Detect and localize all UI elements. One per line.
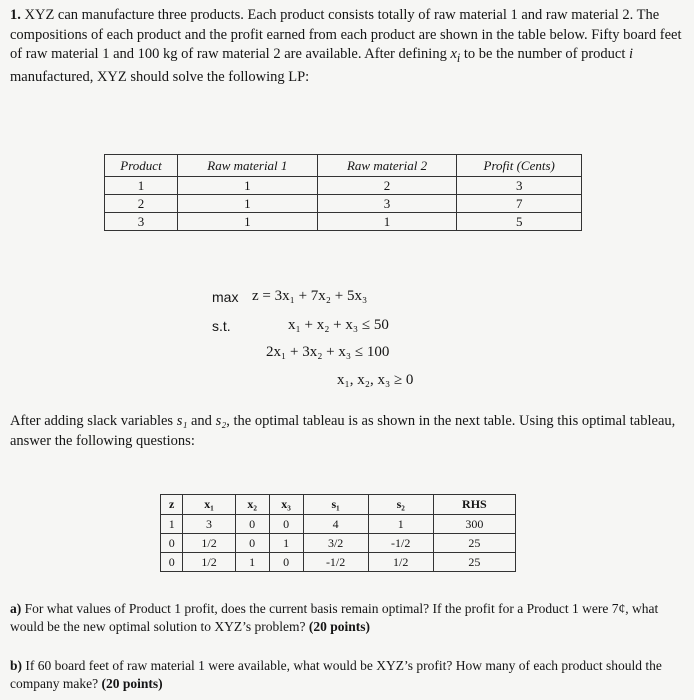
header-x3: x₃ [269, 495, 303, 515]
table-cell: 1/2 [183, 553, 235, 572]
table-row [105, 195, 582, 213]
header-product: Product [105, 155, 178, 177]
table-row [161, 515, 516, 534]
intro-text-a: XYZ can manufacture three products. Each product consists totally of raw material 1 and raw material 2. The compositions of each product and the profit earned from each product are shown in the table below. Fifty board feet of raw material 1 and 100 kg of raw material 2 are available. After defining [10, 7, 682, 62]
question-b [10, 657, 684, 693]
header-s2: s₂ [368, 495, 433, 515]
table-cell: 25 [433, 534, 515, 553]
table-cell: 3 [317, 195, 457, 213]
tableau-header [161, 495, 516, 515]
table-cell: 1 [105, 177, 178, 195]
table-cell: 0 [235, 534, 269, 553]
table-cell: 3 [457, 177, 582, 195]
table-cell: 0 [269, 553, 303, 572]
table-cell: 3 [183, 515, 235, 534]
nonnegativity-constraint: x₁, x₂, x₃ ≥ 0 [337, 372, 414, 388]
constraint-2: 2x₁ + 3x₂ + x₃ ≤ 100 [266, 344, 390, 360]
intro-text-b: to be the number of product [460, 46, 629, 62]
table-cell: -1/2 [368, 534, 433, 553]
table-cell: 1 [177, 213, 317, 231]
table-row [161, 534, 516, 553]
table-cell: 1/2 [183, 534, 235, 553]
header-x1: x₁ [183, 495, 235, 515]
table-cell: 7 [457, 195, 582, 213]
header-x2: x₂ [235, 495, 269, 515]
table-cell: 1 [235, 553, 269, 572]
table-cell: 0 [161, 553, 183, 572]
var-i-sub: i [456, 50, 461, 65]
problem-intro [10, 6, 684, 88]
product-table [104, 154, 582, 231]
table-cell: 1 [161, 515, 183, 534]
table-cell: 5 [457, 213, 582, 231]
table-cell: 0 [269, 515, 303, 534]
header-s1: s₁ [303, 495, 368, 515]
slack-var-s2: s₂ [215, 413, 227, 429]
table-cell: 300 [433, 515, 515, 534]
question-a-points: (20 points) [308, 619, 370, 634]
st-label: s.t. [212, 318, 231, 334]
table-cell: 1 [177, 195, 317, 213]
table-row [105, 213, 582, 231]
product-table-header [105, 155, 582, 177]
table-cell: 2 [317, 177, 457, 195]
table-cell: 1 [269, 534, 303, 553]
table-cell: 0 [161, 534, 183, 553]
table-cell: 1/2 [368, 553, 433, 572]
table-cell: 1 [368, 515, 433, 534]
table-row [161, 553, 516, 572]
header-rhs: RHS [433, 495, 515, 515]
slack-text-a: After adding slack variables [10, 413, 177, 429]
table-cell: 4 [303, 515, 368, 534]
constraint-1: x₁ + x₂ + x₃ ≤ 50 [288, 317, 389, 333]
max-label: max [212, 289, 239, 305]
question-a [10, 600, 684, 636]
question-a-text: For what values of Product 1 profit, does the current basis remain optimal? If the profit for a Product 1 were 7¢, what would be the new optimal solution to XYZ’s problem? [10, 601, 659, 634]
table-cell: 1 [177, 177, 317, 195]
header-profit: Profit (Cents) [457, 155, 582, 177]
slack-var-s1: s₁ [176, 413, 188, 429]
header-raw-material-1: Raw material 1 [177, 155, 317, 177]
var-x: x [450, 46, 457, 62]
table-cell: 2 [105, 195, 178, 213]
slack-text-c: , the optimal tableau is as shown in the next table. Using this optimal tableau, answer the following questions: [10, 413, 676, 449]
problem-number: 1. [10, 7, 21, 23]
table-row [105, 177, 582, 195]
table-cell: -1/2 [303, 553, 368, 572]
table-cell: 3 [105, 213, 178, 231]
question-a-label: a) [10, 601, 22, 616]
table-cell: 1 [317, 213, 457, 231]
table-cell: 25 [433, 553, 515, 572]
header-z: z [161, 495, 183, 515]
question-b-points: (20 points) [101, 676, 163, 691]
intro-text-c: manufactured, XYZ should solve the following LP: [10, 69, 310, 86]
header-raw-material-2: Raw material 2 [317, 155, 457, 177]
question-b-label: b) [10, 658, 23, 673]
table-cell: 0 [235, 515, 269, 534]
slack-paragraph [10, 412, 684, 451]
question-b-text: If 60 board feet of raw material 1 were available, what would be XYZ’s profit? How many of each product should the company make? [10, 658, 662, 691]
var-i: i [628, 46, 634, 62]
table-cell: 3/2 [303, 534, 368, 553]
objective-function: z = 3x₁ + 7x₂ + 5x₃ [252, 288, 368, 304]
slack-text-b: and [187, 413, 216, 429]
optimal-tableau [160, 494, 516, 572]
